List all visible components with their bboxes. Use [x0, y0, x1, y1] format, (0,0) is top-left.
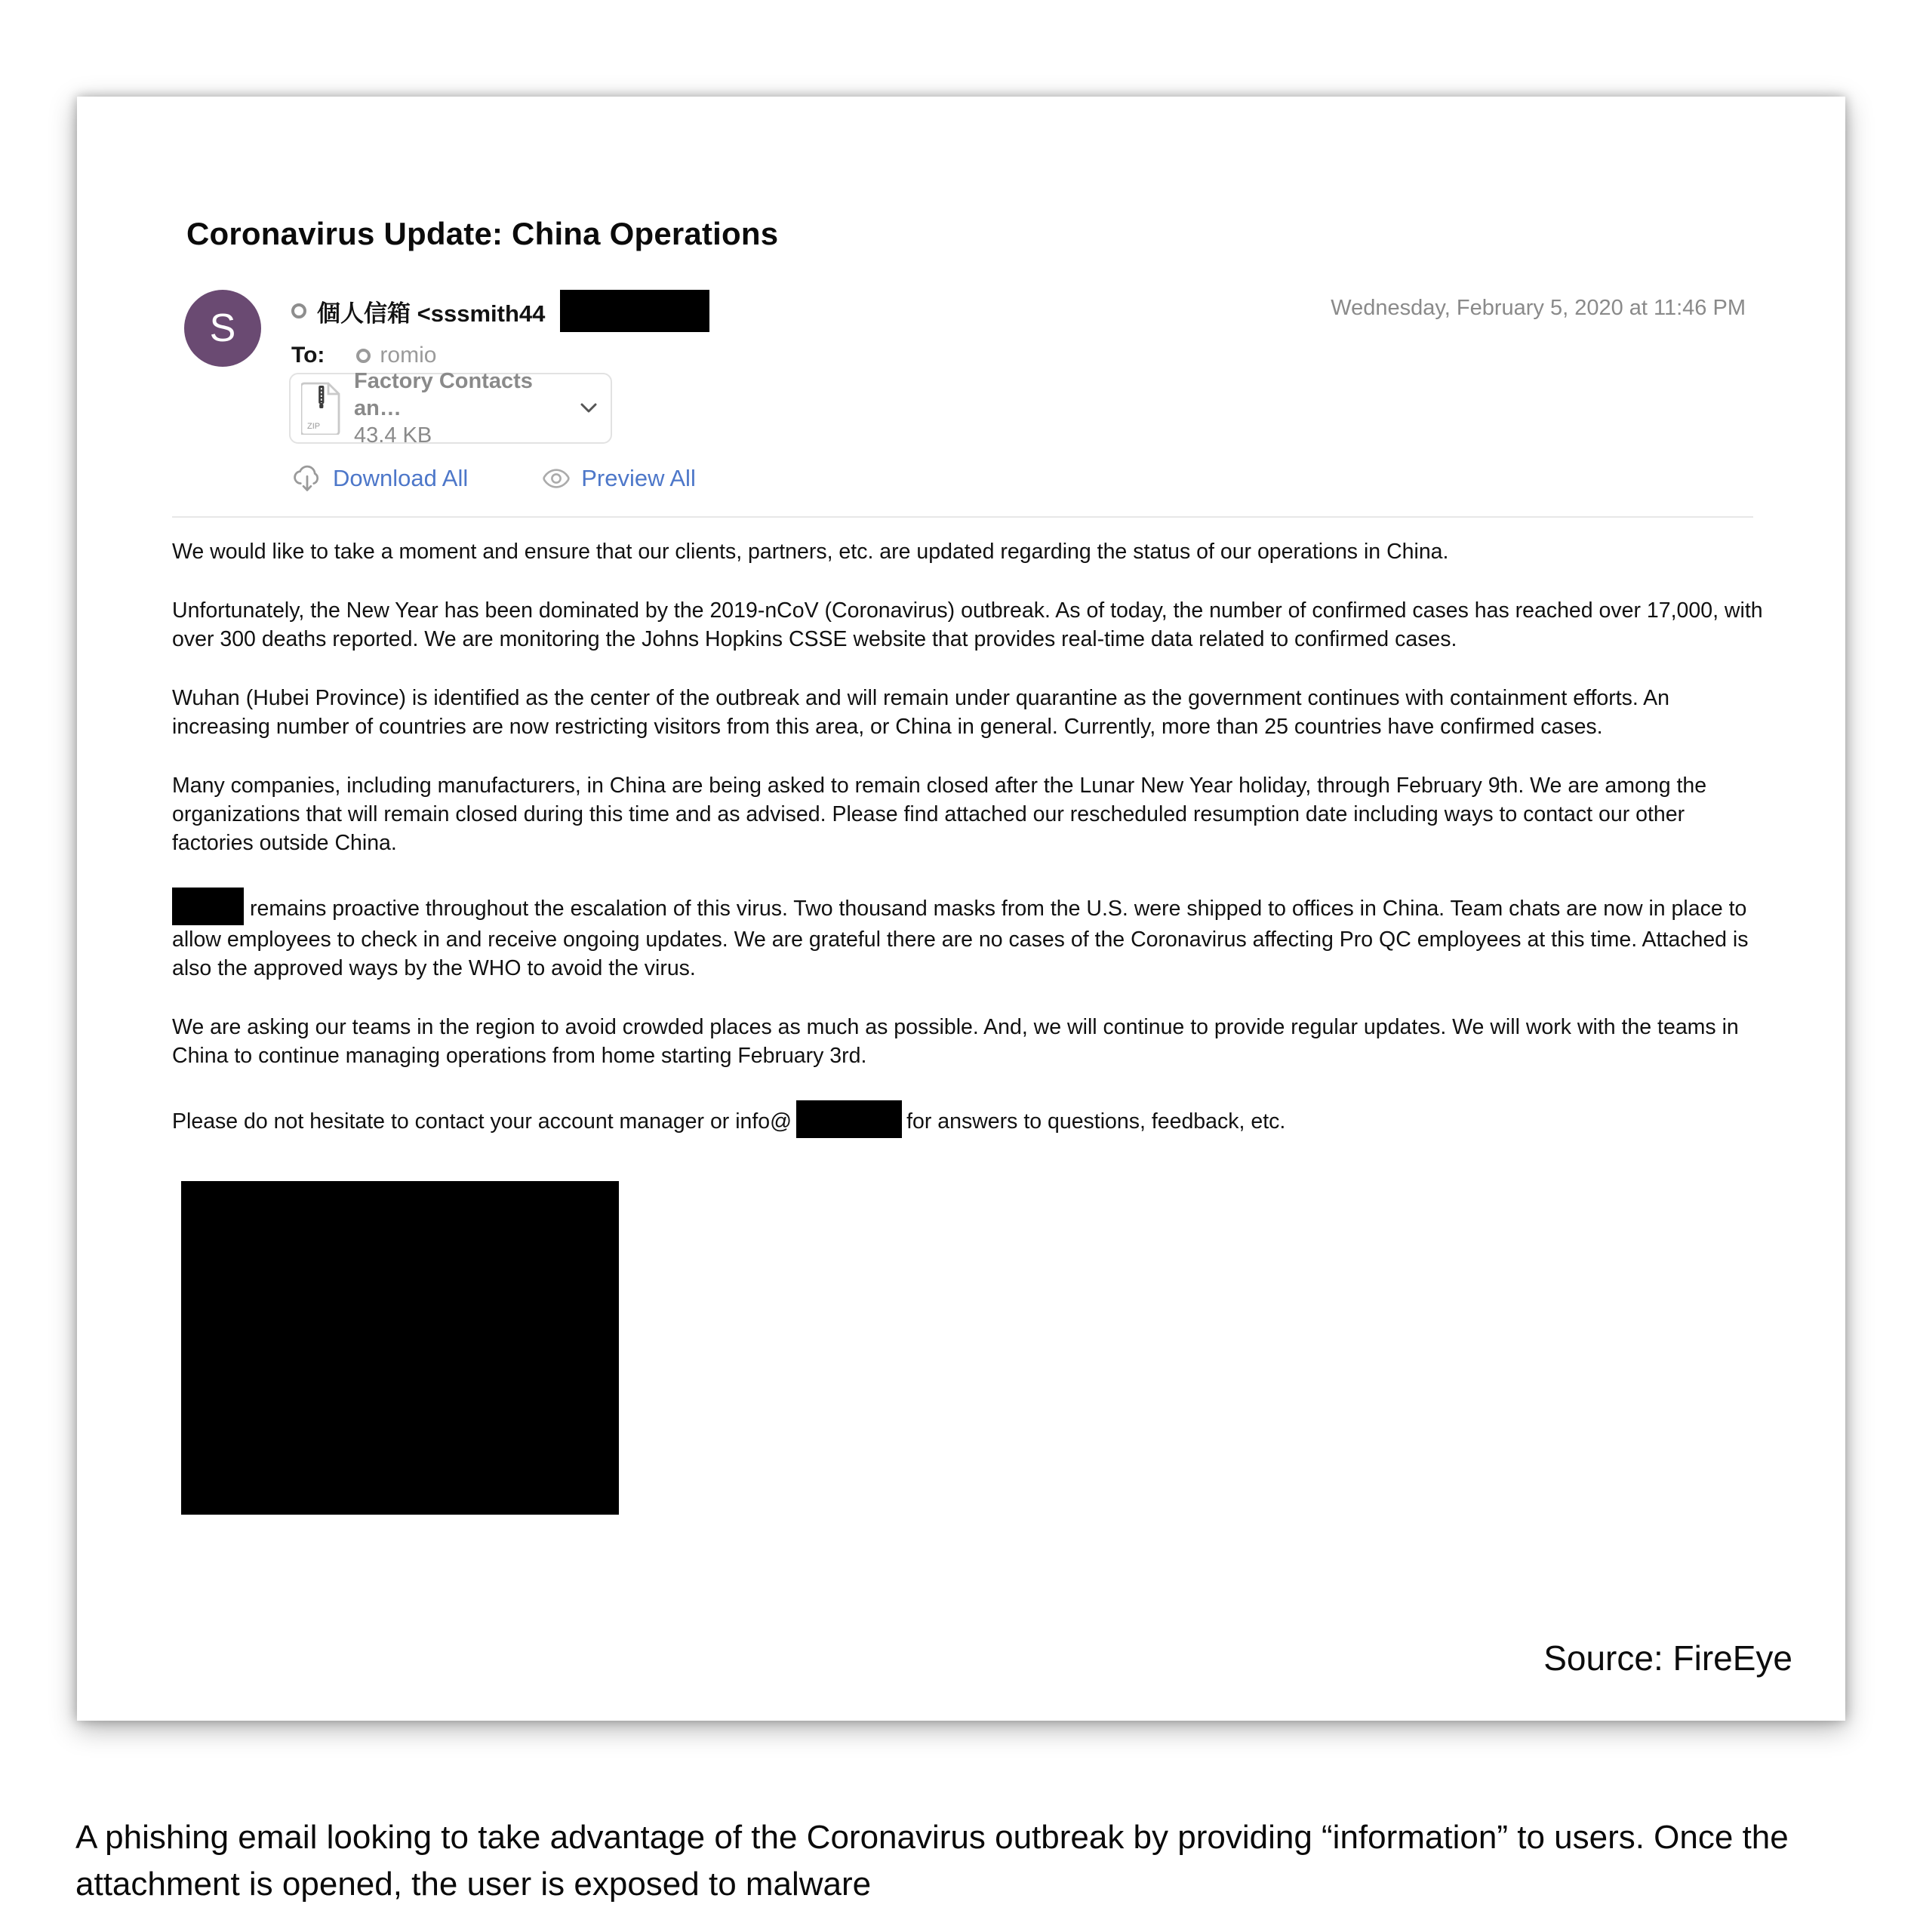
to-label: To: — [291, 343, 325, 368]
email-body — [172, 537, 1763, 1168]
recipient-row — [291, 343, 436, 368]
body-paragraph-7: Please do not hesitate to contact your account manager or info@ for answers to questions, feedback, etc. — [172, 1100, 1763, 1138]
zip-attachment-icon — [301, 382, 342, 435]
contact-circle-icon — [291, 303, 306, 318]
recipient-name[interactable]: romio — [380, 343, 437, 368]
preview-eye-icon — [540, 465, 572, 492]
cloud-download-icon — [291, 463, 324, 494]
body-paragraph-4: Many companies, including manufacturers, in China are being asked to remain closed after the Lunar New Year holiday, through February 9th. We are among the organizations that will remain closed during this time and as advised. Please find attached our rescheduled resumption date including ways to contact our other factories outside China. — [172, 774, 1707, 855]
download-all-button[interactable] — [291, 463, 468, 494]
preview-all-label: Preview All — [581, 465, 696, 491]
body-paragraph-3: Wuhan (Hubei Province) is identified as the center of the outbreak and will remain under quarantine as the government continues with containment efforts. An increasing number of countries are now restricting visitors from this area, or China in general. Currently, more than 25 countries have confirmed cases. — [172, 686, 1670, 739]
body-paragraph-5: remains proactive throughout the escalation of this virus. Two thousand masks from the U.S. were shipped to offices in China. Team chats are now in place to allow employees to check in and receive ongoing updates. We are grateful there are no cases of the Coronavirus affecting Pro QC employees at this time. Attached is also the approved ways by the WHO to avoid the virus. — [172, 888, 1763, 983]
attachment-actions — [291, 463, 696, 494]
sender-avatar — [184, 290, 261, 367]
sender-row — [291, 290, 709, 332]
figure-caption: A phishing email looking to take advantage of the Coronavirus outbreak by providing “information” to users. Once the attachment is opened, the user is exposed to malware — [75, 1819, 1789, 1903]
redaction-box-sender-address — [560, 290, 709, 332]
attachment-card[interactable] — [289, 368, 612, 448]
source-credit: Source: FireEye — [1543, 1638, 1792, 1678]
download-all-label: Download All — [333, 465, 469, 491]
email-date: Wednesday, February 5, 2020 at 11:46 PM — [1331, 296, 1746, 320]
email-subject: Coronavirus Update: China Operations — [186, 216, 779, 251]
redaction-box-company-name — [172, 888, 244, 925]
attachment-size: 43.4 KB — [354, 423, 432, 448]
header-body-divider — [172, 516, 1753, 518]
redaction-box-signature — [181, 1181, 619, 1515]
contact-circle-icon — [356, 349, 371, 363]
body-paragraph-6: We are asking our teams in the region to avoid crowded places as much as possible. And, we will continue to provide regular updates. We will work with the teams in China to continue managing operations from home starting February 3rd. — [172, 1015, 1739, 1068]
svg-text:ZIP: ZIP — [307, 422, 321, 431]
attachment-info — [354, 368, 579, 450]
email-screenshot-panel — [77, 97, 1845, 1721]
attachment-name: Factory Contacts an… — [354, 368, 533, 420]
avatar-letter: S — [209, 306, 236, 350]
chevron-down-icon[interactable] — [579, 401, 598, 415]
preview-all-button[interactable] — [540, 465, 696, 492]
sender-name[interactable]: 個人信箱 <sssmith44 — [317, 300, 546, 327]
body-paragraph-1: We would like to take a moment and ensure that our clients, partners, etc. are updated regarding the status of our operations in China. — [172, 540, 1449, 564]
body-paragraph-2: Unfortunately, the New Year has been dominated by the 2019-nCoV (Coronavirus) outbreak. As of today, the number of confirmed cases has reached over 17,000, with over 300 deaths reported. We are monitoring the Johns Hopkins CSSE website that provides real-time data related to confirmed cases. — [172, 598, 1763, 651]
redaction-box-email-domain — [796, 1100, 902, 1138]
